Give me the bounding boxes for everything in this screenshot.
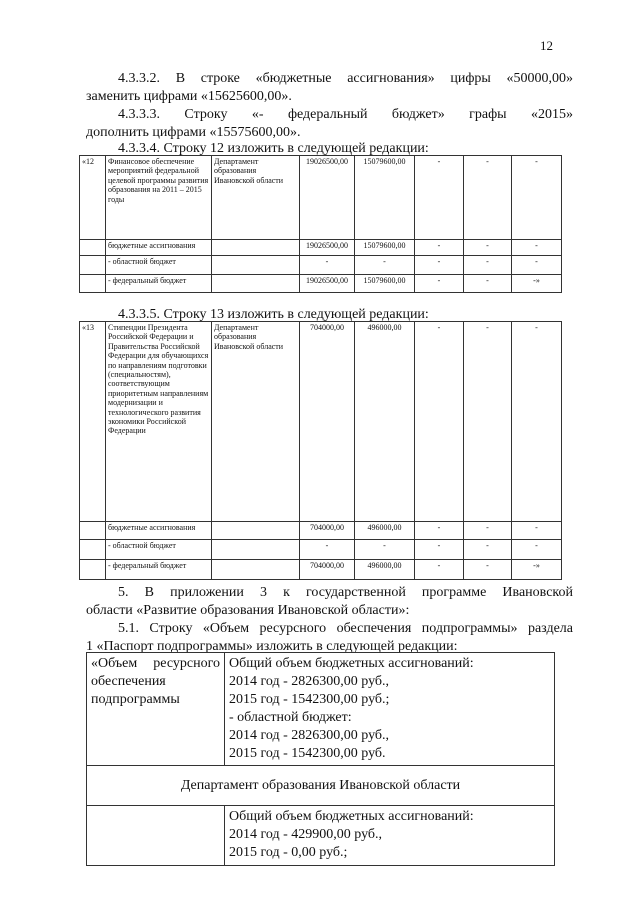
row-name-cell: Финансовое обеспечение мероприятий федеральной целевой программы развития образования на 2011 – 2015 годы — [106, 156, 212, 240]
passport-table — [86, 652, 555, 866]
table-row — [80, 275, 562, 293]
row-number-cell: «12 — [80, 156, 106, 240]
table-row — [80, 540, 562, 560]
value-cell: - — [415, 156, 464, 240]
paragraph-4-3-3-3: 4.3.3.3. Строку «- федеральный бюджет» графы «2015» — [118, 107, 573, 122]
passport-funding-total — [225, 653, 555, 766]
value-cell: 496000,00 — [355, 560, 415, 580]
funding-line: 2015 год - 1542300,00 руб.; — [229, 692, 390, 707]
value-cell: - — [464, 540, 512, 560]
value-cell: - — [415, 560, 464, 580]
row-number-cell — [80, 522, 106, 540]
value-cell: 15079600,00 — [355, 240, 415, 256]
paragraph-5-cont: области «Развитие образования Ивановской области»: — [86, 603, 410, 618]
value-cell: - — [464, 522, 512, 540]
paragraph-4-3-3-2: 4.3.3.2. В строке «бюджетные ассигнования» цифры «50000,00» — [118, 71, 573, 86]
value-cell: 15079600,00 — [355, 156, 415, 240]
page-number: 12 — [540, 38, 553, 53]
value-cell: - — [300, 540, 355, 560]
value-cell: - — [464, 256, 512, 275]
value-cell: - — [464, 240, 512, 256]
value-cell: 704000,00 — [300, 560, 355, 580]
value-cell: - — [415, 275, 464, 293]
table-row-12 — [79, 155, 562, 293]
executor-cell — [212, 275, 300, 293]
funding-line: 2014 год - 2826300,00 руб., — [229, 728, 390, 743]
executor-cell — [212, 240, 300, 256]
table-row — [80, 322, 562, 522]
value-cell: - — [415, 522, 464, 540]
row-number-cell: «13 — [80, 322, 106, 522]
passport-department: Департамент образования Ивановской области — [87, 766, 555, 806]
row-name-cell: - областной бюджет — [106, 256, 212, 275]
value-cell: 15079600,00 — [355, 275, 415, 293]
executor-cell — [212, 560, 300, 580]
table-row — [80, 156, 562, 240]
value-cell: - — [355, 256, 415, 275]
row-name-cell: - федеральный бюджет — [106, 560, 212, 580]
row-name-cell: бюджетные ассигнования — [106, 240, 212, 256]
value-cell: - — [415, 240, 464, 256]
row-number-cell — [80, 240, 106, 256]
value-cell: - — [415, 540, 464, 560]
value-cell: - — [512, 156, 562, 240]
row-number-cell — [80, 275, 106, 293]
funding-line: 2014 год - 2826300,00 руб., — [229, 674, 390, 689]
value-cell: -» — [512, 275, 562, 293]
row-name-cell: - федеральный бюджет — [106, 275, 212, 293]
table-row — [80, 240, 562, 256]
row-number-cell — [80, 256, 106, 275]
value-cell: - — [512, 322, 562, 522]
funding-line: Общий объем бюджетных ассигнований: — [229, 809, 474, 824]
value-cell: - — [464, 156, 512, 240]
value-cell: 19026500,00 — [300, 240, 355, 256]
executor-cell — [212, 256, 300, 275]
row-number-cell — [80, 560, 106, 580]
table-row — [80, 560, 562, 580]
funding-line: Общий объем бюджетных ассигнований: — [229, 656, 474, 671]
heading-4-3-3-4: 4.3.3.4. Строку 12 изложить в следующей редакции: — [118, 141, 429, 156]
value-cell: - — [512, 540, 562, 560]
value-cell: - — [512, 522, 562, 540]
value-cell: - — [355, 540, 415, 560]
funding-line: 2014 год - 429900,00 руб., — [229, 827, 383, 842]
value-cell: - — [512, 256, 562, 275]
table-row — [80, 522, 562, 540]
paragraph-4-3-3-2-cont: заменить цифрами «15625600,00». — [86, 89, 292, 104]
row-name-cell: - областной бюджет — [106, 540, 212, 560]
paragraph-4-3-3-3-cont: дополнить цифрами «15575600,00». — [86, 125, 301, 140]
value-cell: 19026500,00 — [300, 156, 355, 240]
paragraph-5-1: 5.1. Строку «Объем ресурсного обеспечения подпрограммы» раздела — [118, 621, 573, 636]
value-cell: - — [415, 322, 464, 522]
value-cell: 496000,00 — [355, 522, 415, 540]
funding-line: 2015 год - 1542300,00 руб. — [229, 746, 386, 761]
passport-funding-department — [225, 806, 555, 866]
passport-empty-cell — [87, 806, 225, 866]
table-row — [80, 256, 562, 275]
value-cell: 496000,00 — [355, 322, 415, 522]
funding-line: - областной бюджет: — [229, 710, 352, 725]
heading-4-3-3-5: 4.3.3.5. Строку 13 изложить в следующей редакции: — [118, 307, 429, 322]
value-cell: 704000,00 — [300, 522, 355, 540]
value-cell: - — [415, 256, 464, 275]
funding-line: 2015 год - 0,00 руб.; — [229, 845, 348, 860]
paragraph-5-1-cont: 1 «Паспорт подпрограммы» изложить в следующей редакции: — [86, 639, 458, 654]
executor-cell — [212, 522, 300, 540]
executor-cell: Департамент образования Ивановской области — [212, 156, 300, 240]
value-cell: - — [300, 256, 355, 275]
value-cell: 704000,00 — [300, 322, 355, 522]
passport-label: «Объем ресурсного обеспечения подпрограммы — [87, 653, 225, 766]
table-row-13 — [79, 321, 562, 580]
value-cell: - — [464, 560, 512, 580]
executor-cell: Департамент образования Ивановской области — [212, 322, 300, 522]
value-cell: -» — [512, 560, 562, 580]
value-cell: 19026500,00 — [300, 275, 355, 293]
row-name-cell: Стипендии Президента Российской Федерации и Правительства Российской Федерации для обучающихся по направлениям подготовки (специальностям), соответствующим приоритетным направлениям модернизации и технологического развития экономики Российской Федерации — [106, 322, 212, 522]
value-cell: - — [464, 275, 512, 293]
value-cell: - — [464, 322, 512, 522]
paragraph-5: 5. В приложении 3 к государственной программе Ивановской — [118, 585, 573, 600]
row-number-cell — [80, 540, 106, 560]
value-cell: - — [512, 240, 562, 256]
executor-cell — [212, 540, 300, 560]
row-name-cell: бюджетные ассигнования — [106, 522, 212, 540]
